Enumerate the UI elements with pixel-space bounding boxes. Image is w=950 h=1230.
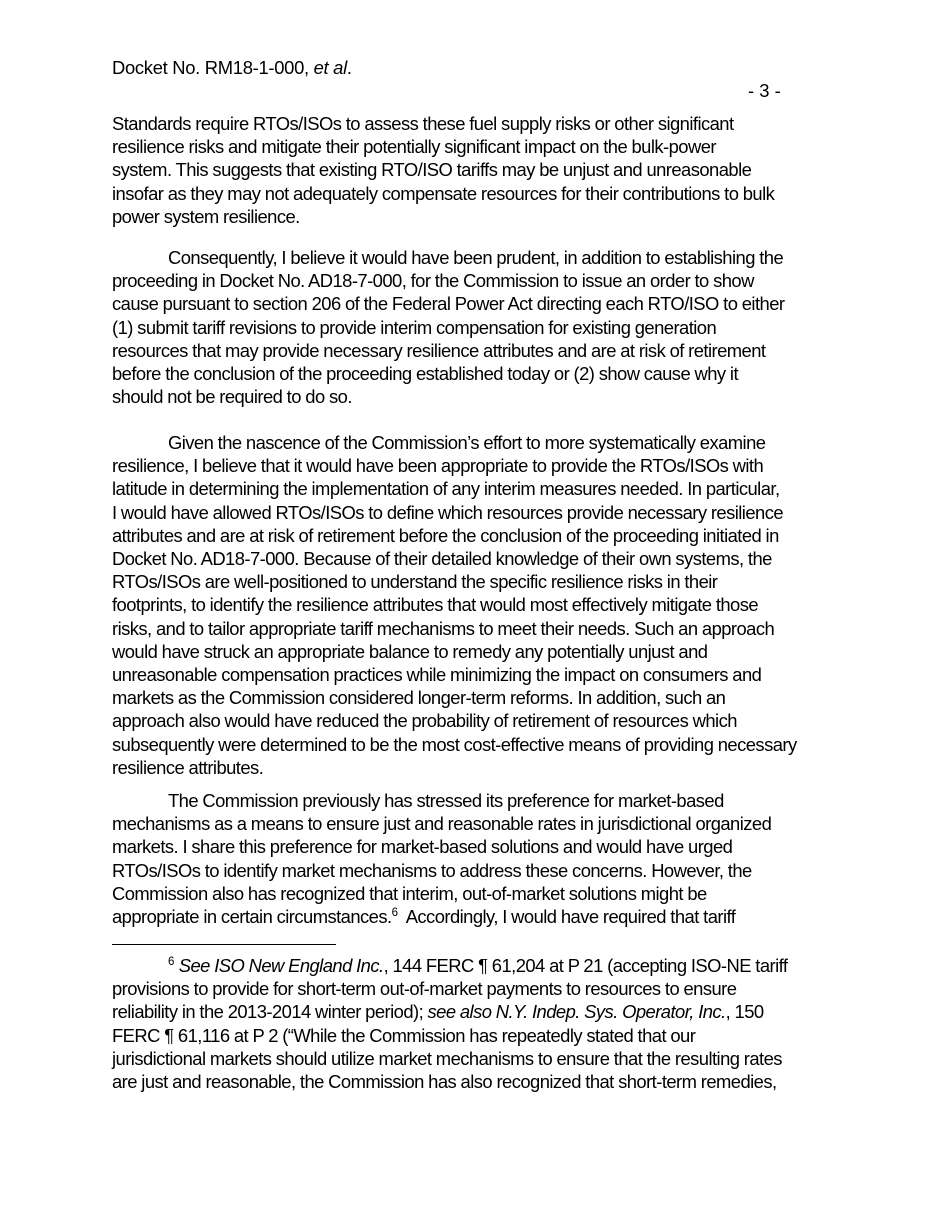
paragraph-line: attributes and are at risk of retirement before the conclusion of the proceeding initiated in <box>112 524 779 546</box>
footnote-line: are just and reasonable, the Commission has also recognized that short-term remedies, <box>112 1071 777 1093</box>
case-citation: See ISO New England Inc. <box>178 955 384 976</box>
docket-header <box>112 57 352 79</box>
paragraph-line: latitude in determining the implementation of any interim measures needed. In particular, <box>112 478 780 500</box>
paragraph-line: RTOs/ISOs are well-positioned to understand the specific resilience risks in their <box>112 571 718 593</box>
paragraph-line <box>112 905 842 928</box>
paragraph-line: would have struck an appropriate balance to remedy any potentially unjust and <box>112 640 708 662</box>
footnote-line: jurisdictional markets should utilize market mechanisms to ensure that the resulting rates <box>112 1047 782 1069</box>
paragraph-2 <box>112 246 842 408</box>
paragraph-line: markets as the Commission considered longer-term reforms. In addition, such an <box>112 687 726 709</box>
paragraph-line: The Commission previously has stressed its preference for market-based <box>168 790 724 811</box>
footnote-line <box>112 1000 842 1023</box>
paragraph-line: insofar as they may not adequately compensate resources for their contributions to bulk <box>112 182 775 204</box>
footnote-line <box>112 954 842 977</box>
paragraph-line: resilience attributes. <box>112 756 264 778</box>
paragraph-line: subsequently were determined to be the most cost-effective means of providing necessary <box>112 733 797 755</box>
line-text-after-ref: Accordingly, I would have required that tariff <box>397 906 736 928</box>
line-text-before-ref: appropriate in certain circumstances. <box>112 906 392 928</box>
paragraph-line: Docket No. AD18-7-000. Because of their detailed knowledge of their own systems, the <box>112 548 772 570</box>
docket-suffix: . <box>346 57 352 78</box>
paragraph-line: resources that may provide necessary resilience attributes and are at risk of retirement <box>112 339 766 361</box>
paragraph-line: power system resilience. <box>112 205 300 227</box>
paragraph-1 <box>112 112 842 228</box>
paragraph-line: Given the nascence of the Commission’s effort to more systematically examine <box>168 432 766 453</box>
footnote-line: FERC ¶ 61,116 at P 2 (“While the Commission has repeatedly stated that our <box>112 1024 696 1046</box>
paragraph-3 <box>112 431 842 779</box>
paragraph-line: Consequently, I believe it would have been prudent, in addition to establishing the <box>168 247 784 268</box>
paragraph-line: system. This suggests that existing RTO/ISO tariffs may be unjust and unreasonable <box>112 159 752 181</box>
paragraph-line: resilience, I believe that it would have been appropriate to provide the RTOs/ISOs with <box>112 455 764 477</box>
paragraph-line: Commission also has recognized that interim, out-of-market solutions might be <box>112 882 707 904</box>
case-citation: see also N.Y. Indep. Sys. Operator, Inc. <box>427 1001 726 1023</box>
paragraph-line: approach also would have reduced the probability of retirement of resources which <box>112 710 737 732</box>
footnote-text: , 150 <box>725 1001 764 1023</box>
paragraph-line: cause pursuant to section 206 of the Federal Power Act directing each RTO/ISO to either <box>112 293 785 315</box>
paragraph-line: resilience risks and mitigate their potentially significant impact on the bulk-power <box>112 136 716 158</box>
paragraph-line: proceeding in Docket No. AD18-7-000, for the Commission to issue an order to show <box>112 270 754 292</box>
paragraph-line: should not be required to do so. <box>112 386 352 408</box>
paragraph-line: I would have allowed RTOs/ISOs to define which resources provide necessary resilience <box>112 501 784 523</box>
paragraph-line: mechanisms as a means to ensure just and reasonable rates in jurisdictional organized <box>112 813 772 835</box>
footnote-number: 6 <box>168 956 175 968</box>
paragraph-line: before the conclusion of the proceeding established today or (2) show cause why it <box>112 363 739 385</box>
footnote-text: , 144 FERC ¶ 61,204 at P 21 (accepting ISO-NE tariff <box>383 955 788 976</box>
paragraph-line: risks, and to tailor appropriate tariff mechanisms to meet their needs. Such an approach <box>112 617 775 639</box>
paragraph-line: markets. I share this preference for market-based solutions and would have urged <box>112 836 733 858</box>
page-number: - 3 - <box>748 80 781 101</box>
footnote-line: provisions to provide for short-term out-of-market payments to resources to ensure <box>112 978 737 1000</box>
docket-prefix: Docket No. RM18-1-000, <box>112 57 314 78</box>
paragraph-4 <box>112 789 842 928</box>
paragraph-line: RTOs/ISOs to identify market mechanisms to address these concerns. However, the <box>112 859 752 881</box>
footnote-separator <box>112 944 336 945</box>
footnote-6 <box>112 954 842 1093</box>
docket-et-al: et al <box>313 57 347 78</box>
paragraph-line: unreasonable compensation practices while minimizing the impact on consumers and <box>112 664 762 686</box>
paragraph-line: Standards require RTOs/ISOs to assess these fuel supply risks or other significant <box>112 113 734 134</box>
paragraph-line: (1) submit tariff revisions to provide interim compensation for existing generation <box>112 316 717 338</box>
footnote-reference[interactable]: 6 <box>391 907 398 920</box>
paragraph-line: footprints, to identify the resilience attributes that would most effectively mitigate those <box>112 594 759 616</box>
footnote-text: reliability in the 2013-2014 winter period); <box>112 1001 428 1023</box>
